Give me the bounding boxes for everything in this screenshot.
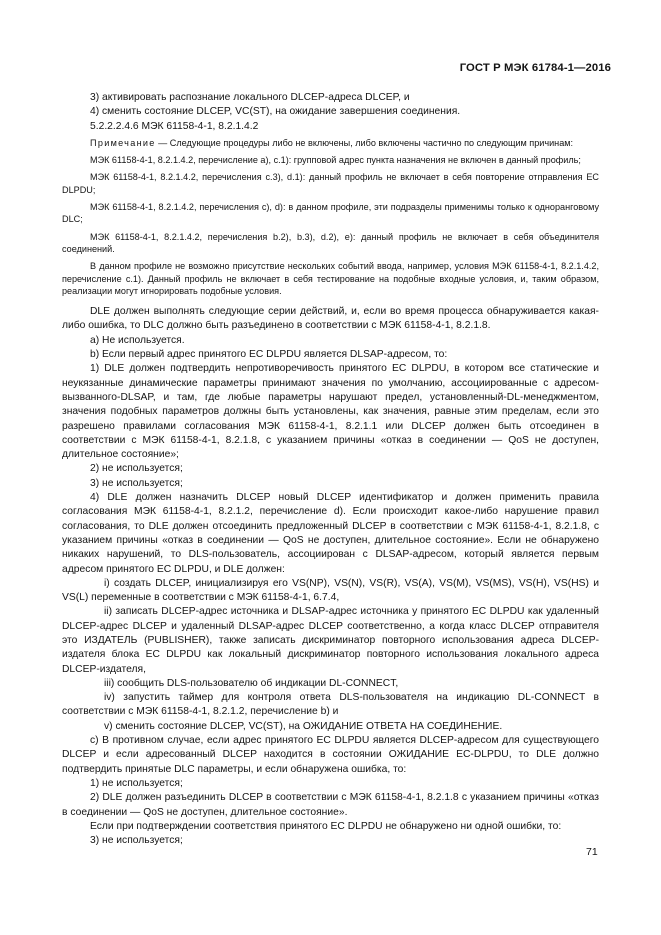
list-item: 3) активировать распознание локального DLCEP-адреса DLCEP, и	[90, 92, 410, 103]
list-item: 1) не используется;	[90, 777, 183, 789]
clause-reference: 5.2.2.2.4.6 МЭК 61158-4-1, 8.2.1.4.2	[90, 120, 259, 132]
standard-header: ГОСТ Р МЭК 61784-1—2016	[459, 62, 611, 74]
page-content	[62, 91, 599, 848]
list-item: c) В противном случае, если адрес принятого EC DLPDU является DLCEP-адресом для существующего DLCEP и если адресованный DLCEP находится в состоянии ОЖИДАНИЕ EC-DLPDU, то DLE должно подтвердить принятые DLC параметры, и если обнаружена ошибка, то:	[62, 735, 599, 775]
list-item: 4) DLE должен назначить DLCEP новый DLCEP идентификатор и должен применить правила согласования МЭК 61158-4-1, 8.2.1.2, перечисление d). Если происходит какое-либо нарушение правил согласования, то DLE должен отсоединить предложенный DLCEP в соответствии с МЭК 61158-4-1, 8.2.1.8, с указанием причины «отказ в соединении — QoS не доступен, длительное состояние». Если не обнаружено никаких нарушений, то DLS-пользователь, ассоциирован с DLSAP-адресом, который является первым адресом принятого EC DLPDU, и DLE должен:	[62, 492, 599, 575]
sub-list-item: iii) сообщить DLS-пользователю об индикации DL-CONNECT,	[104, 677, 399, 689]
page-number: 71	[586, 846, 598, 858]
note-item: МЭК 61158-4-1, 8.2.1.4.2, перечисления c.3), d.1): данный профиль не включает в себя повторение отправления EC DLPDU;	[62, 172, 599, 195]
sub-list-item: v) сменить состояние DLCEP, VC(ST), на ОЖИДАНИЕ ОТВЕТА НА СОЕДИНЕНИЕ.	[104, 720, 503, 732]
list-item: 1) DLE должен подтвердить непротиворечивость принятого EC DLPDU, в котором все статические и неукязанные динамические параметры принимают значения по умолчанию, ассоциированные с адресом-вызванного-DLSAP, и там, где любые параметры нарушают предел, установленный-DL-менеджментом, значения подобных параметров должны быть установлены, как значения, равные этим пределам, если это разрешено правилами согласования МЭК 61158-4-1, 8.2.1.1 или DLCEP должен быть отсоединен в соответствии с МЭК 61158-4-1, 8.2.1.8, с указанием причины «отказ в соединении — QoS не доступен, длительное состояние»;	[62, 363, 599, 461]
note-label: Примечание	[90, 137, 156, 148]
note-text: — Следующие процедуры либо не включены, либо включены частично по следующим причинам:	[155, 137, 574, 148]
body-paragraph: DLE должен выполнять следующие серии действий, и, если во время процесса обнаруживается какая-либо ошибка, то DLC должно быть разъединено в соответствии с МЭК 61158-4-1, 8.2.1.8.	[62, 306, 599, 332]
sub-list-item: i) создать DLCEP, инициализируя его VS(NP), VS(N), VS(R), VS(A), VS(M), VS(MS), VS(H), VS(HS) и VS(L) переменные в соответствии с МЭК 61158-4-1, 6.7.4,	[62, 577, 599, 604]
note-item: МЭК 61158-4-1, 8.2.1.4.2, перечисления b.2), b.3), d.2), e): данный профиль не включает в себя объединителя соединений.	[62, 231, 599, 254]
list-item: 4) сменить состояние DLCEP, VC(ST), на ожидание завершения соединения.	[90, 106, 461, 118]
note-item: В данном профиле не возможно присутствие нескольких событий ввода, например, условия МЭК 61158-4-1, 8.2.1.4.2, перечисление c.1). Данный профиль не включает в себя тестирование на подобные входные условия, и, таким образом, реализации могут игнорировать подобные условия.	[62, 261, 599, 296]
note-item: МЭК 61158-4-1, 8.2.1.4.2, перечисления c), d): в данном профиле, эти подразделы применимы только к одноранговому DLC;	[62, 202, 599, 225]
note-paragraph	[62, 137, 599, 149]
list-item: b) Если первый адрес принятого EC DLPDU является DLSAP-адресом, то:	[90, 349, 448, 361]
list-item: 3) не используется;	[90, 477, 183, 489]
note-item: МЭК 61158-4-1, 8.2.1.4.2, перечисление a), c.1): групповой адрес пункта назначения не включен в данный профиль;	[90, 155, 581, 166]
sub-list-item: iv) запустить таймер для контроля ответа DLS-пользователя на индикацию DL-CONNECT в соответствии с МЭК 61158-4-1, 8.2.1.2, перечисление b) и	[62, 692, 599, 718]
list-item: 2) DLE должен разъединить DLCEP в соответствии с МЭК 61158-4-1, 8.2.1.8 с указанием причины «отказ в соединении — QoS не доступен, длительное состояние».	[62, 792, 599, 818]
body-paragraph: Если при подтверждении соответствия принятого EC DLPDU не обнаружено ни одной ошибки, то:	[90, 820, 562, 832]
list-item: 2) не используется;	[90, 463, 183, 475]
list-item: a) Не используется.	[90, 334, 185, 346]
sub-list-item: ii) записать DLCEP-адрес источника и DLSAP-адрес источника у принятого EC DLPDU как удаленный DLCEP-адрес DLCEP и удаленный DLSAP-адрес DLCEP соответственно, а когда класс DLCEP отправителя это ИЗДАТЕЛЬ (PUBLISHER), также записать дискриминатор повторного использования адреса DLCEP-издателя блока EC DLPDU как локальный дискриминатор повторного использования локального адреса DLCEP-издателя,	[62, 606, 599, 675]
list-item: 3) не используется;	[90, 835, 183, 847]
